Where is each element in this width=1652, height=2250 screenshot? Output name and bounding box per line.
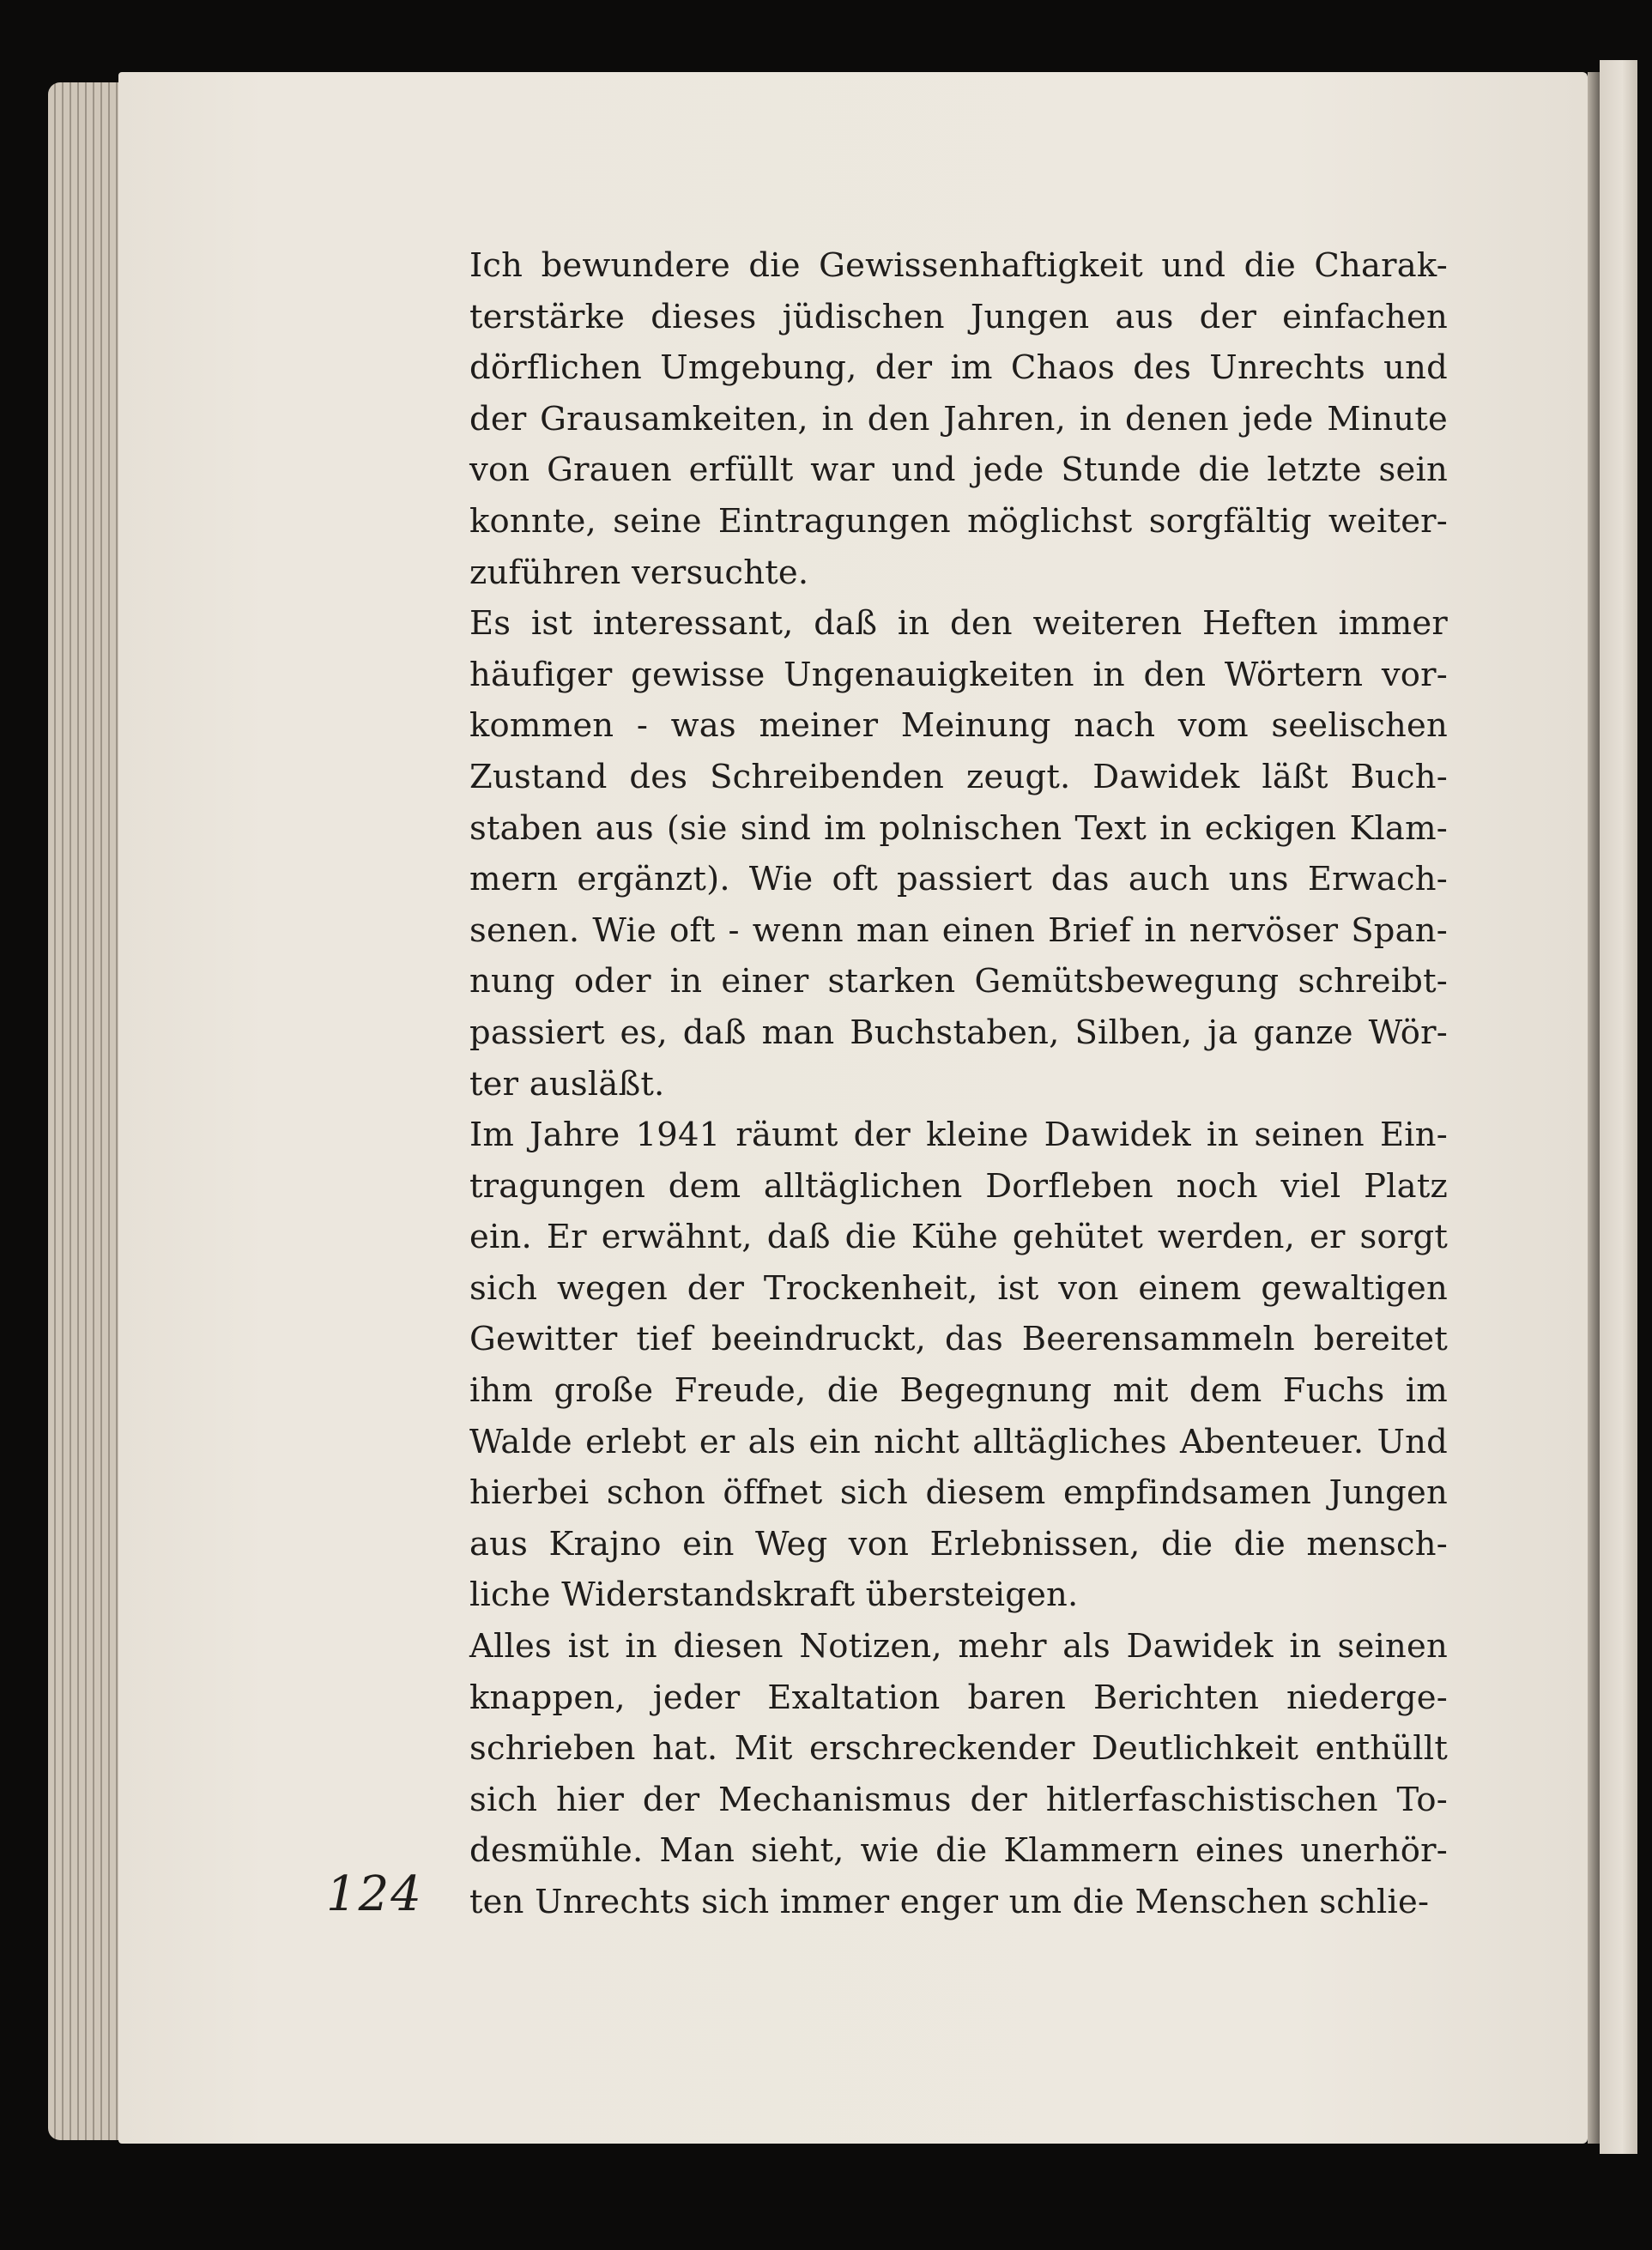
text-line: Alles ist in diesen Notizen, mehr als Dawidek in seinen: [469, 1627, 1448, 1666]
text-line: passiert es, daß man Buchstaben, Silben, ja ganze Wör-: [469, 1013, 1448, 1052]
paragraph: [469, 240, 1448, 598]
text-line: Zustand des Schreibenden zeugt. Dawidek läßt Buch-: [469, 757, 1448, 796]
text-line: staben aus (sie sind im polnischen Text in eckigen Klam-: [469, 808, 1448, 848]
text-line: nung oder in einer starken Gemütsbewegung schreibt-: [469, 962, 1448, 1001]
text-line: Walde erlebt er als ein nicht alltägliches Abenteuer. Und: [469, 1422, 1448, 1461]
text-line: konnte, seine Eintragungen möglichst sorgfältig weiter-: [469, 501, 1448, 541]
text-line: hierbei schon öffnet sich diesem empfindsamen Jungen: [469, 1473, 1448, 1513]
page-number: 124: [326, 1866, 423, 1922]
text-line: mern ergänzt). Wie oft passiert das auch uns Erwach-: [469, 860, 1448, 899]
text-line: liche Widerstandskraft übersteigen.: [469, 1576, 1079, 1615]
text-line: senen. Wie oft - wenn man einen Brief in nervöser Span-: [469, 910, 1448, 950]
paragraph: [469, 1110, 1448, 1621]
text-line: terstärke dieses jüdischen Jungen aus der einfachen: [469, 297, 1448, 336]
opposite-page-edge: [1600, 60, 1637, 2154]
text-line: ten Unrechts sich immer enger um die Menschen schlie-: [469, 1883, 1430, 1921]
text-line: zuführen versuchte.: [469, 553, 809, 592]
book-gutter: [1588, 72, 1600, 2144]
paragraph: [469, 1621, 1448, 1928]
body-text: [469, 240, 1448, 1928]
text-line: dörflichen Umgebung, der im Chaos des Unrechts und: [469, 348, 1448, 388]
text-line: aus Krajno ein Weg von Erlebnissen, die die mensch-: [469, 1524, 1448, 1564]
text-line: ein. Er erwähnt, daß die Kühe gehütet werden, er sorgt: [469, 1218, 1448, 1257]
text-line: desmühle. Man sieht, wie die Klammern eines unerhör-: [469, 1831, 1448, 1871]
text-line: Ich bewundere die Gewissenhaftigkeit und die Charak-: [469, 246, 1448, 285]
text-line: knappen, jeder Exaltation baren Berichten niederge-: [469, 1678, 1448, 1717]
text-line: ter ausläßt.: [469, 1064, 665, 1104]
text-line: Es ist interessant, daß in den weiteren Heften immer: [469, 604, 1448, 644]
text-line: sich wegen der Trockenheit, ist von einem gewaltigen: [469, 1268, 1448, 1308]
text-line: schrieben hat. Mit erschreckender Deutlichkeit enthüllt: [469, 1729, 1448, 1769]
text-line: von Grauen erfüllt war und jede Stunde die letzte sein: [469, 451, 1448, 490]
text-line: Gewitter tief beeindruckt, das Beerensammeln bereitet: [469, 1320, 1448, 1359]
text-line: häufiger gewisse Ungenauigkeiten in den Wörtern vor-: [469, 655, 1448, 694]
paragraph: [469, 598, 1448, 1110]
text-line: tragungen dem alltäglichen Dorfleben noch viel Platz: [469, 1166, 1448, 1206]
text-line: ihm große Freude, die Begegnung mit dem Fuchs im: [469, 1371, 1448, 1411]
text-line: kommen - was meiner Meinung nach vom seelischen: [469, 706, 1448, 746]
text-line: der Grausamkeiten, in den Jahren, in denen jede Minute: [469, 399, 1448, 439]
text-line: sich hier der Mechanismus der hitlerfaschistischen To-: [469, 1780, 1448, 1819]
text-line: Im Jahre 1941 räumt der kleine Dawidek in seinen Ein-: [469, 1116, 1448, 1155]
